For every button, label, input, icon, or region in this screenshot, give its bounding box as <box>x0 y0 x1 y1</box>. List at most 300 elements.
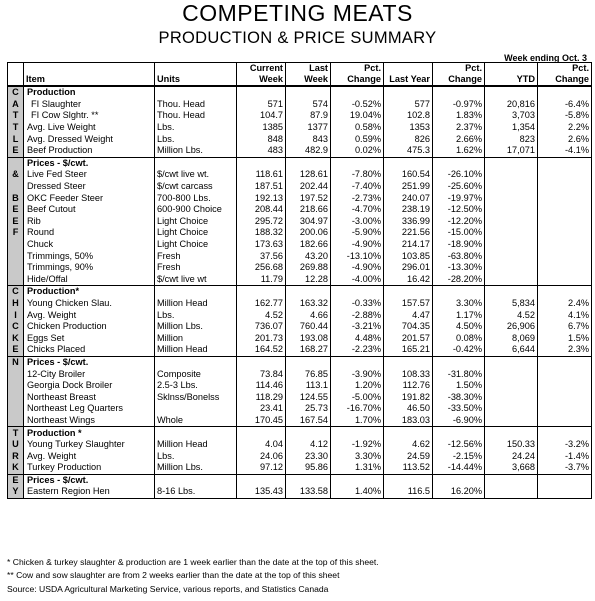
pct-change-year-cell: -13.30% <box>433 262 485 274</box>
current-week-cell: 104.7 <box>237 110 286 122</box>
units-cell: Whole <box>155 415 237 427</box>
meats-summary-table <box>7 62 592 499</box>
units-cell: Composite <box>155 368 237 380</box>
side-letter: E <box>8 216 24 228</box>
ytd-cell: 150.33 <box>485 439 538 451</box>
side-letter: K <box>8 332 24 344</box>
ytd-cell <box>485 227 538 239</box>
table-row <box>8 368 592 380</box>
footnote-source: Source: USDA Agricultural Marketing Service, various reports, and Statistics Canada <box>7 584 329 594</box>
pct-change-year-header <box>433 63 485 87</box>
pct-change-ytd-cell: -6.4% <box>538 99 592 111</box>
last-year-cell: 296.01 <box>384 262 433 274</box>
last-week-cell: 95.86 <box>286 462 331 474</box>
report-subtitle: PRODUCTION & PRICE SUMMARY <box>158 29 437 47</box>
pct-change-cell: -7.80% <box>331 169 384 181</box>
item-cell: Chicken Production <box>24 321 155 333</box>
pct-change-cell: -0.33% <box>331 298 384 310</box>
pct-change-year-cell: 3.30% <box>433 298 485 310</box>
last-week-header <box>286 63 331 87</box>
units-cell: Light Choice <box>155 227 237 239</box>
pct-change-cell: -4.70% <box>331 204 384 216</box>
pct-change-cell <box>331 157 384 169</box>
ytd-cell <box>485 474 538 486</box>
item-cell: Chicks Placed <box>24 344 155 356</box>
last-week-cell: 167.54 <box>286 415 331 427</box>
pct-change-cell: -2.73% <box>331 192 384 204</box>
side-letter <box>8 368 24 380</box>
side-header <box>8 63 24 87</box>
pct-change-cell: -4.00% <box>331 274 384 286</box>
ytd-cell: 3,668 <box>485 462 538 474</box>
units-cell <box>155 356 237 368</box>
side-letter <box>8 415 24 427</box>
pct-change-year-cell: 2.66% <box>433 133 485 145</box>
table-row <box>8 99 592 111</box>
item-cell: Production* <box>24 286 155 298</box>
table-row <box>8 122 592 134</box>
units-header: Units <box>155 63 237 87</box>
last-week-cell: 218.66 <box>286 204 331 216</box>
last-year-cell: 102.8 <box>384 110 433 122</box>
last-year-cell: 191.82 <box>384 391 433 403</box>
pct-change-ytd-cell: -1.4% <box>538 450 592 462</box>
item-cell: Avg. Weight <box>24 450 155 462</box>
units-cell: Fresh <box>155 262 237 274</box>
last-year-cell: 183.03 <box>384 415 433 427</box>
pct-change-cell: -4.90% <box>331 239 384 251</box>
pct-change-cell: 0.02% <box>331 145 384 157</box>
table-row <box>8 462 592 474</box>
pct-change-ytd-cell <box>538 192 592 204</box>
units-cell: Million Lbs. <box>155 321 237 333</box>
item-cell: Northeast Breast <box>24 391 155 403</box>
ytd-cell: 3,703 <box>485 110 538 122</box>
last-week-cell <box>286 157 331 169</box>
table-row <box>8 204 592 216</box>
pct-change-ytd-cell: -4.1% <box>538 145 592 157</box>
week-ending-label: Week ending Oct. 3 <box>504 53 587 63</box>
pct-change-cell: -7.40% <box>331 181 384 193</box>
pct-change-cell: -0.52% <box>331 99 384 111</box>
item-cell: Dressed Steer <box>24 181 155 193</box>
last-week-cell: 182.66 <box>286 239 331 251</box>
pct-change-cell: -5.00% <box>331 391 384 403</box>
pct-change-ytd-cell: 1.5% <box>538 332 592 344</box>
item-cell: FI Slaughter <box>24 99 155 111</box>
pct-change-cell: -13.10% <box>331 250 384 262</box>
current-week-cell: 24.06 <box>237 450 286 462</box>
ytd-cell <box>485 403 538 415</box>
last-year-cell: 336.99 <box>384 216 433 228</box>
side-letter: H <box>8 298 24 310</box>
pct-change-ytd-cell: -3.2% <box>538 439 592 451</box>
side-letter: B <box>8 192 24 204</box>
pct-change-year-cell: -38.30% <box>433 391 485 403</box>
current-week-cell <box>237 157 286 169</box>
side-letter: C <box>8 286 24 298</box>
pct-change-year-cell <box>433 356 485 368</box>
ytd-cell <box>485 239 538 251</box>
units-cell: Light Choice <box>155 216 237 228</box>
ytd-cell <box>485 427 538 439</box>
side-letter: I <box>8 309 24 321</box>
pct-change-ytd-cell <box>538 403 592 415</box>
pct-change-year-cell <box>433 157 485 169</box>
last-week-header-line2: Week <box>304 73 328 84</box>
current-week-header-line2: Week <box>259 73 283 84</box>
side-letter: F <box>8 227 24 239</box>
pct-change-ytd-cell <box>538 169 592 181</box>
ytd-cell <box>485 286 538 298</box>
pct-change-year-cell: 1.50% <box>433 380 485 392</box>
footnote-1: * Chicken & turkey slaughter & production are 1 week earlier than the date at the top of this sheet. <box>7 557 379 567</box>
current-week-cell: 164.52 <box>237 344 286 356</box>
pct-change-year-cell: -14.44% <box>433 462 485 474</box>
pct-change-ytd-cell <box>538 474 592 486</box>
pct-change-cell: -1.92% <box>331 439 384 451</box>
table-row <box>8 344 592 356</box>
last-week-cell: 4.66 <box>286 309 331 321</box>
ytd-cell: 20,816 <box>485 99 538 111</box>
current-week-cell: 848 <box>237 133 286 145</box>
last-year-cell: 704.35 <box>384 321 433 333</box>
pct-change-year-cell: 1.17% <box>433 309 485 321</box>
item-cell: Eastern Region Hen <box>24 486 155 498</box>
current-week-cell: 11.79 <box>237 274 286 286</box>
ytd-cell <box>485 262 538 274</box>
item-cell: Production <box>24 86 155 99</box>
units-cell: 2.5-3 Lbs. <box>155 380 237 392</box>
current-week-header <box>237 63 286 87</box>
table-row <box>8 309 592 321</box>
current-week-cell: 23.41 <box>237 403 286 415</box>
pct-change-year-cell <box>433 427 485 439</box>
units-cell: Thou. Head <box>155 99 237 111</box>
item-cell: Young Chicken Slau. <box>24 298 155 310</box>
item-cell: Prices - $/cwt. <box>24 474 155 486</box>
pct-change-ytd-cell <box>538 391 592 403</box>
table-row <box>8 439 592 451</box>
pct-change-ytd-cell <box>538 427 592 439</box>
side-letter <box>8 157 24 169</box>
last-year-cell: 214.17 <box>384 239 433 251</box>
last-year-cell: 4.62 <box>384 439 433 451</box>
table-section-header-row <box>8 286 592 298</box>
ytd-cell <box>485 415 538 427</box>
last-year-cell: 165.21 <box>384 344 433 356</box>
last-week-cell: 304.97 <box>286 216 331 228</box>
pct-change-year-cell: -26.10% <box>433 169 485 181</box>
pct-change-year-cell: 16.20% <box>433 486 485 498</box>
units-cell: 700-800 Lbs. <box>155 192 237 204</box>
last-year-cell <box>384 427 433 439</box>
pct-change-year-cell: 0.08% <box>433 332 485 344</box>
ytd-cell <box>485 486 538 498</box>
pct-change-cell: -5.90% <box>331 227 384 239</box>
table-row <box>8 403 592 415</box>
pct-change-year-cell: -15.00% <box>433 227 485 239</box>
last-year-cell <box>384 86 433 99</box>
last-year-cell <box>384 157 433 169</box>
item-cell: Trimmings, 50% <box>24 250 155 262</box>
item-cell: Chuck <box>24 239 155 251</box>
pct-change-ytd-header-line2: Change <box>555 73 589 84</box>
ytd-cell <box>485 157 538 169</box>
pct-change-cell: 1.40% <box>331 486 384 498</box>
current-week-cell: 201.73 <box>237 332 286 344</box>
last-year-cell: 160.54 <box>384 169 433 181</box>
item-cell: Beef Cutout <box>24 204 155 216</box>
item-cell: Round <box>24 227 155 239</box>
ytd-cell <box>485 86 538 99</box>
last-week-cell <box>286 356 331 368</box>
pct-change-ytd-cell: 2.2% <box>538 122 592 134</box>
last-year-cell: 4.47 <box>384 309 433 321</box>
table-row <box>8 227 592 239</box>
pct-change-ytd-cell <box>538 239 592 251</box>
side-letter <box>8 239 24 251</box>
table-row <box>8 486 592 498</box>
item-cell: OKC Feeder Steer <box>24 192 155 204</box>
ytd-cell <box>485 368 538 380</box>
pct-change-year-cell <box>433 474 485 486</box>
table-section-header-row <box>8 474 592 486</box>
side-letter <box>8 181 24 193</box>
units-cell: Lbs. <box>155 122 237 134</box>
table-row <box>8 145 592 157</box>
pct-change-ytd-cell: -5.8% <box>538 110 592 122</box>
pct-change-cell <box>331 86 384 99</box>
current-week-cell: 173.63 <box>237 239 286 251</box>
item-cell: Avg. Live Weight <box>24 122 155 134</box>
pct-change-year-cell: 4.50% <box>433 321 485 333</box>
ytd-cell: 8,069 <box>485 332 538 344</box>
units-cell <box>155 286 237 298</box>
pct-change-ytd-cell: 4.1% <box>538 309 592 321</box>
pct-change-cell <box>331 356 384 368</box>
units-cell: Million Lbs. <box>155 462 237 474</box>
pct-change-cell: -3.90% <box>331 368 384 380</box>
ytd-cell: 1,354 <box>485 122 538 134</box>
current-week-cell: 97.12 <box>237 462 286 474</box>
pct-change-ytd-cell <box>538 227 592 239</box>
pct-change-ytd-cell: -3.7% <box>538 462 592 474</box>
table-section-header-row <box>8 157 592 169</box>
last-week-cell: 843 <box>286 133 331 145</box>
last-week-cell: 12.28 <box>286 274 331 286</box>
pct-change-ytd-cell <box>538 380 592 392</box>
pct-change-cell: 1.31% <box>331 462 384 474</box>
pct-change-ytd-cell <box>538 216 592 228</box>
table-row <box>8 380 592 392</box>
last-week-cell: 1377 <box>286 122 331 134</box>
pct-change-cell: 19.04% <box>331 110 384 122</box>
units-cell <box>155 86 237 99</box>
pct-change-cell: 1.70% <box>331 415 384 427</box>
pct-change-ytd-cell <box>538 368 592 380</box>
last-year-cell: 116.5 <box>384 486 433 498</box>
pct-change-cell: 0.58% <box>331 122 384 134</box>
side-letter <box>8 380 24 392</box>
current-week-cell <box>237 356 286 368</box>
pct-change-year-cell: -28.20% <box>433 274 485 286</box>
last-week-cell: 133.58 <box>286 486 331 498</box>
side-letter <box>8 262 24 274</box>
table-row <box>8 274 592 286</box>
last-year-cell: 201.57 <box>384 332 433 344</box>
last-week-cell <box>286 286 331 298</box>
item-cell: Prices - $/cwt. <box>24 157 155 169</box>
pct-change-cell: -4.90% <box>331 262 384 274</box>
table-body <box>8 86 592 498</box>
pct-change-header-line2: Change <box>347 73 381 84</box>
current-week-cell: 170.45 <box>237 415 286 427</box>
side-letter: C <box>8 86 24 99</box>
pct-change-header <box>331 63 384 87</box>
ytd-cell <box>485 181 538 193</box>
ytd-cell <box>485 391 538 403</box>
pct-change-ytd-cell <box>538 181 592 193</box>
last-year-cell: 577 <box>384 99 433 111</box>
current-week-cell: 162.77 <box>237 298 286 310</box>
current-week-cell: 118.61 <box>237 169 286 181</box>
pct-change-cell: -3.21% <box>331 321 384 333</box>
units-cell: $/cwt carcass <box>155 181 237 193</box>
last-week-cell: 168.27 <box>286 344 331 356</box>
side-letter: E <box>8 204 24 216</box>
pct-change-year-cell: 1.83% <box>433 110 485 122</box>
last-week-cell: 124.55 <box>286 391 331 403</box>
pct-change-ytd-cell <box>538 286 592 298</box>
table-row <box>8 415 592 427</box>
side-letter: L <box>8 133 24 145</box>
current-week-cell: 256.68 <box>237 262 286 274</box>
side-letter <box>8 274 24 286</box>
table-row <box>8 391 592 403</box>
side-letter: E <box>8 344 24 356</box>
pct-change-year-cell: 2.37% <box>433 122 485 134</box>
ytd-cell: 17,071 <box>485 145 538 157</box>
current-week-cell: 37.56 <box>237 250 286 262</box>
units-cell: Lbs. <box>155 450 237 462</box>
side-letter: T <box>8 122 24 134</box>
ytd-cell <box>485 380 538 392</box>
table-row <box>8 321 592 333</box>
ytd-cell <box>485 274 538 286</box>
current-week-cell: 4.52 <box>237 309 286 321</box>
ytd-cell <box>485 204 538 216</box>
units-cell: Lbs. <box>155 309 237 321</box>
pct-change-ytd-cell: 2.3% <box>538 344 592 356</box>
last-year-cell: 475.3 <box>384 145 433 157</box>
pct-change-cell <box>331 427 384 439</box>
current-week-cell: 483 <box>237 145 286 157</box>
pct-change-year-cell: -18.90% <box>433 239 485 251</box>
item-cell: Avg. Dressed Weight <box>24 133 155 145</box>
side-letter <box>8 391 24 403</box>
ytd-cell: 4.52 <box>485 309 538 321</box>
pct-change-year-cell: -12.56% <box>433 439 485 451</box>
units-cell <box>155 427 237 439</box>
pct-change-ytd-cell <box>538 86 592 99</box>
pct-change-ytd-cell <box>538 356 592 368</box>
last-year-cell: 103.85 <box>384 250 433 262</box>
current-week-cell: 135.43 <box>237 486 286 498</box>
table-row <box>8 262 592 274</box>
last-week-cell: 760.44 <box>286 321 331 333</box>
last-year-cell <box>384 286 433 298</box>
units-cell: Light Choice <box>155 239 237 251</box>
side-letter: A <box>8 99 24 111</box>
last-week-cell: 25.73 <box>286 403 331 415</box>
pct-change-year-cell: -31.80% <box>433 368 485 380</box>
pct-change-cell: -2.88% <box>331 309 384 321</box>
last-week-cell: 197.52 <box>286 192 331 204</box>
current-week-header-line1: Current <box>249 63 283 73</box>
table-section-header-row <box>8 427 592 439</box>
current-week-cell <box>237 286 286 298</box>
pct-change-cell <box>331 286 384 298</box>
pct-change-year-header-line2: Change <box>448 73 482 84</box>
pct-change-cell: 1.20% <box>331 380 384 392</box>
ytd-cell: 26,906 <box>485 321 538 333</box>
current-week-cell: 736.07 <box>237 321 286 333</box>
pct-change-year-cell: -12.20% <box>433 216 485 228</box>
table-section-header-row <box>8 356 592 368</box>
units-cell: Lbs. <box>155 133 237 145</box>
pct-change-year-cell: -12.50% <box>433 204 485 216</box>
last-week-cell: 202.44 <box>286 181 331 193</box>
current-week-cell: 4.04 <box>237 439 286 451</box>
item-cell: Avg. Weight <box>24 309 155 321</box>
ytd-cell: 5,834 <box>485 298 538 310</box>
pct-change-ytd-cell <box>538 157 592 169</box>
pct-change-year-cell: -0.42% <box>433 344 485 356</box>
current-week-cell: 114.46 <box>237 380 286 392</box>
ytd-cell: 823 <box>485 133 538 145</box>
pct-change-year-cell: 1.62% <box>433 145 485 157</box>
last-year-cell: 238.19 <box>384 204 433 216</box>
side-letter: & <box>8 169 24 181</box>
table-row <box>8 298 592 310</box>
last-year-cell: 112.76 <box>384 380 433 392</box>
item-cell: Eggs Set <box>24 332 155 344</box>
ytd-cell <box>485 169 538 181</box>
item-cell: Georgia Dock Broiler <box>24 380 155 392</box>
last-week-cell: 482.9 <box>286 145 331 157</box>
pct-change-year-cell <box>433 286 485 298</box>
pct-change-year-cell: -0.97% <box>433 99 485 111</box>
pct-change-ytd-cell <box>538 262 592 274</box>
units-cell: $/cwt live wt <box>155 274 237 286</box>
current-week-cell: 1385 <box>237 122 286 134</box>
last-year-cell <box>384 356 433 368</box>
last-week-cell: 163.32 <box>286 298 331 310</box>
table-row <box>8 450 592 462</box>
pct-change-ytd-header <box>538 63 592 87</box>
units-cell: Thou. Head <box>155 110 237 122</box>
last-week-cell: 43.20 <box>286 250 331 262</box>
pct-change-year-cell: -19.97% <box>433 192 485 204</box>
last-year-cell: 24.59 <box>384 450 433 462</box>
last-week-cell: 128.61 <box>286 169 331 181</box>
pct-change-cell: -2.23% <box>331 344 384 356</box>
ytd-cell: 6,644 <box>485 344 538 356</box>
last-year-cell: 240.07 <box>384 192 433 204</box>
units-cell: Million Head <box>155 439 237 451</box>
pct-change-cell <box>331 474 384 486</box>
